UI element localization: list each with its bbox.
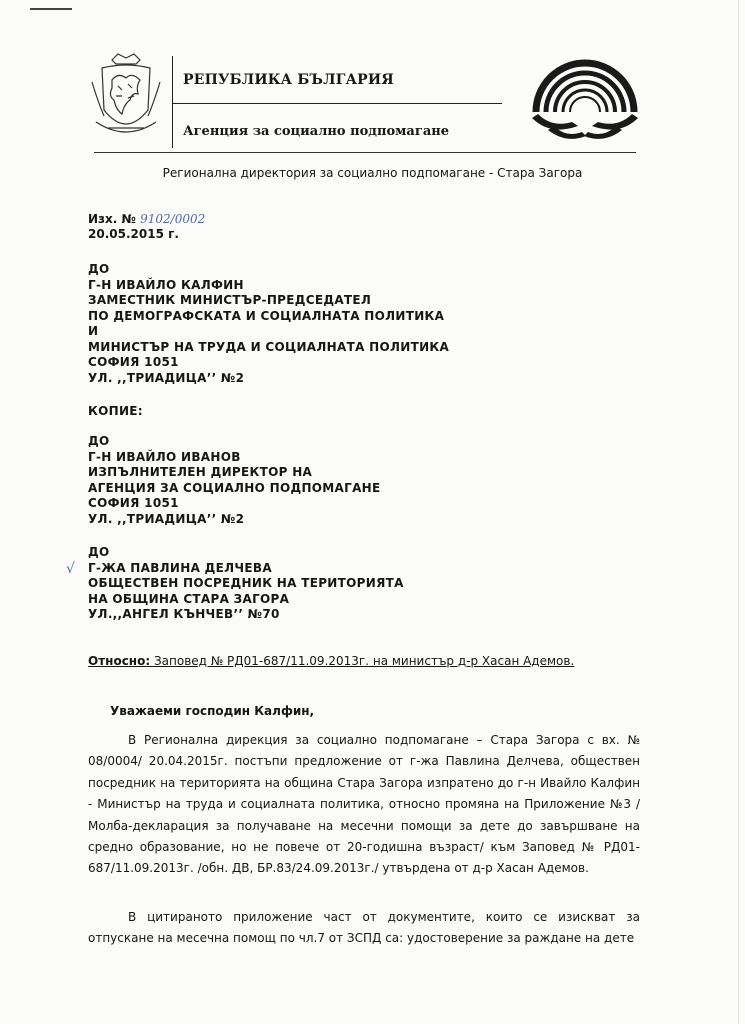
addressee-line: Г-Н ИВАЙЛО ИВАНОВ — [88, 449, 241, 464]
subject-label: Относно: — [88, 654, 151, 668]
addressee-line: СОФИЯ 1051 — [88, 496, 179, 510]
addressee-line: И — [88, 324, 99, 338]
reference-number: 9102/0002 — [140, 212, 206, 226]
addressee-copy-2 — [88, 545, 404, 623]
scan-mark — [30, 8, 72, 10]
addressee-main — [88, 262, 449, 386]
addressee-line: СОФИЯ 1051 — [88, 355, 179, 369]
addressee-line: УЛ. ,,ТРИАДИЦА’’ №2 — [88, 370, 245, 385]
addressee-line: ДО — [88, 545, 110, 559]
header-divider-vertical — [172, 56, 173, 148]
salutation: Уважаеми господин Калфин, — [110, 704, 315, 718]
addressee-line: ДО — [88, 434, 110, 448]
page-edge — [738, 0, 739, 1024]
agency-logo-icon — [526, 52, 644, 144]
addressee-copy-1 — [88, 434, 381, 527]
directorate-name: Регионална директория за социално подпомагане - Стара Загора — [162, 166, 583, 180]
header-divider-horizontal — [172, 103, 502, 104]
country-name: РЕПУБЛИКА БЪЛГАРИЯ — [183, 72, 394, 88]
subject-text: Заповед № РД01-687/11.09.2013г. на министър д-р Хасан Адемов. — [150, 654, 575, 668]
header-rule — [94, 152, 636, 153]
addressee-line: Г-ЖА ПАВЛИНА ДЕЛЧЕВА — [88, 560, 272, 575]
addressee-line: УЛ.,,АНГЕЛ КЪНЧЕВ’’ №70 — [88, 607, 280, 621]
addressee-line: АГЕНЦИЯ ЗА СОЦИАЛНО ПОДПОМАГАНЕ — [88, 480, 381, 495]
addressee-line: ОБЩЕСТВЕН ПОСРЕДНИК НА ТЕРИТОРИЯТА — [88, 576, 404, 590]
reference-date: 20.05.2015 г. — [88, 227, 179, 241]
addressee-line: УЛ. ,,ТРИАДИЦА’’ №2 — [88, 511, 245, 526]
body-paragraph: В цитираното приложение част от документите, които се изискват за отпускане на месечна помощ по чл.7 от ЗСПД са: удостоверение за раждане на дете — [88, 910, 640, 946]
reference-label: Изх. № — [88, 212, 136, 226]
addressee-line: НА ОБЩИНА СТАРА ЗАГОРА — [88, 591, 290, 606]
body-paragraph: В Регионална дирекция за социално подпомагане – Стара Загора с вх. № 08/0004/ 20.04.2015г. постъпи предложение от г-жа Павлина Делчева, обществен посредник на територията на община Стара Загора изпратено до г-н Ивайло Калфин - Министър на труда и социалната политика, относно промяна на Приложение №3 /Молба-декларация за получаване на месечни помощи за дете до завършване на средно образование, но не повече от 20-годишна възраст/ към Заповед № РД01-687/11.09.2013г. /обн. ДВ, БР.83/24.09.2013г./ утвърдена от д-р Хасан Адемов. — [88, 733, 640, 876]
addressee-line: ДО — [88, 262, 110, 276]
addressee-line: ЗАМЕСТНИК МИНИСТЪР-ПРЕДСЕДАТЕЛ — [88, 293, 372, 307]
coat-of-arms-icon — [88, 52, 164, 142]
subject-line — [88, 654, 574, 668]
addressee-line: ПО ДЕМОГРАФСКАТА И СОЦИАЛНАТА ПОЛИТИКА — [88, 308, 445, 323]
copy-label: КОПИЕ: — [88, 404, 143, 418]
addressee-line: Г-Н ИВАЙЛО КАЛФИН — [88, 277, 244, 292]
addressee-line: МИНИСТЪР НА ТРУДА И СОЦИАЛНАТА ПОЛИТИКА — [88, 339, 450, 354]
check-mark-icon: √ — [66, 561, 75, 577]
reference-block — [88, 212, 205, 242]
agency-name: Агенция за социално подпомагане — [183, 124, 450, 139]
addressee-line: ИЗПЪЛНИТЕЛЕН ДИРЕКТОР НА — [88, 465, 313, 479]
